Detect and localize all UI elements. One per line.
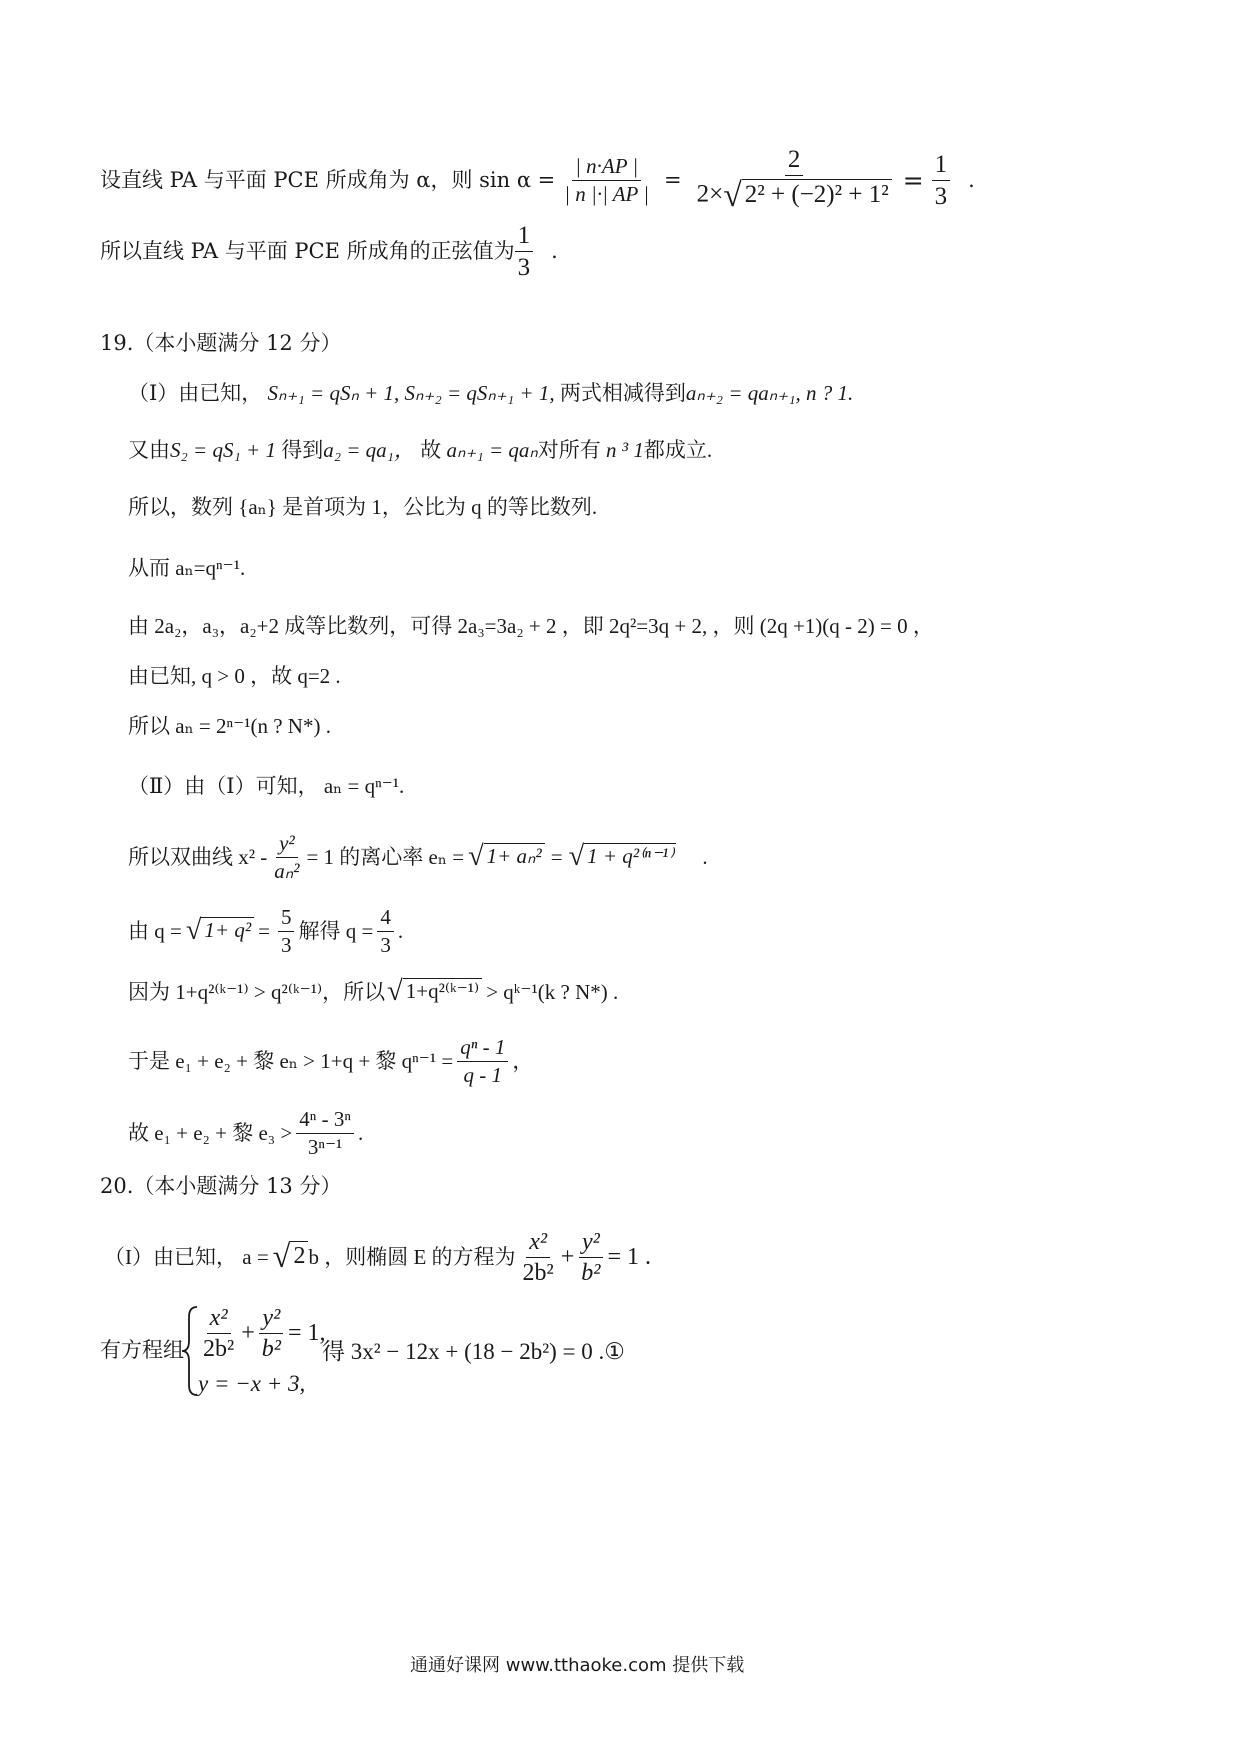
q19-line-4: 从而 aₙ=qⁿ⁻¹. bbox=[128, 556, 246, 580]
fraction: $\frac{4}{3}$ bbox=[377, 907, 394, 956]
line-sine-value: 所以直线 PA 与平面 PCE 所成角的正弦值为 $\frac{1}{3}$ . bbox=[100, 221, 558, 281]
fraction: $\frac{| n\cdot AP |}{| n |\cdot| AP |}$ bbox=[564, 153, 650, 206]
sqrt: √ 1 + q²⁽ⁿ⁻¹⁾ bbox=[569, 843, 677, 871]
footer-text: 通通好课网 www.tthaoke.com 提供下载 bbox=[410, 1655, 745, 1676]
q19-line-5: 由 2a₂，a₃，a₂+2 成等比数列，可得 2a₃=3a₂ + 2 ，即 2q²=3q + 2, ，则 (2q +1)(q - 2) = 0 ， bbox=[128, 614, 934, 638]
q20-system-label: 有方程组 bbox=[100, 1338, 184, 1362]
q19-line-12: 于是 e₁ + e₂ + 黎 eₙ > 1+q + 黎 qⁿ⁻¹ = $\frac{\text{qⁿ - 1}}{q - 1}$ ， bbox=[128, 1034, 534, 1087]
sqrt: √ 2² + (−2)² + 1² bbox=[723, 179, 891, 213]
fraction: $\frac{\text{y²}}{\text{b²}}$ bbox=[578, 1230, 603, 1285]
q20-system-result: 得 3x² − 12x + (18 − 2b²) = 0 .① bbox=[322, 1339, 625, 1364]
q19-line-7: 所以 aₙ = 2ⁿ⁻¹(n ? N*) . bbox=[128, 714, 331, 738]
sqrt: √ 2 bbox=[273, 1241, 309, 1273]
fraction: $\frac{\text{y²}}{\text{b²}}$ bbox=[259, 1306, 284, 1361]
q19-line-3: 所以，数列 {aₙ} 是首项为 1，公比为 q 的等比数列. bbox=[128, 495, 598, 519]
question-19-title: 19.（本小题满分 12 分） bbox=[100, 331, 342, 355]
q19-line-11: 因为 1+q²⁽ᵏ⁻¹⁾ > q²⁽ᵏ⁻¹⁾，所以 √ 1+q²⁽ᵏ⁻¹⁾ > qᵏ⁻¹(k ? N*) . bbox=[128, 975, 619, 1007]
fraction: $\frac{1}{3}$ bbox=[932, 152, 951, 209]
fraction: $\frac{\text{qⁿ - 1}}{q - 1}$ bbox=[457, 1037, 508, 1086]
fraction: 2 2× √ 2² + (−2)² + 1² bbox=[694, 147, 895, 213]
q19-line-1: （Ⅰ）由已知， Sₙ₊₁ = qSₙ + 1, Sₙ₊₂ = qSₙ₊₁ + 1, 两式相减得到aₙ₊₂ = qaₙ₊₁, n ? 1. bbox=[128, 381, 854, 405]
q19-line-6: 由已知, q > 0 ，故 q=2 . bbox=[128, 664, 341, 688]
q19-line-10: 由 q = √ 1+ q² = $\frac{5}{3}$ 解得 q = $\frac{4}{3}$ . bbox=[128, 904, 404, 957]
fraction: $\frac{\text{y²}}{\text{aₙ²}}$ bbox=[274, 830, 300, 883]
fraction: $\frac{\text{x²}}{\text{2b²}}$ bbox=[203, 1304, 235, 1362]
fraction: $\frac{1}{3}$ bbox=[515, 223, 534, 280]
q19-line-9: 所以双曲线 x² - $\frac{\text{y²}}{\text{aₙ²}}$ = 1 的离心率 eₙ = √ 1+ aₙ² = √ 1 + q²⁽ⁿ⁻¹⁾ . bbox=[128, 830, 708, 883]
q20-line-1: （I）由已知， a = √ 2 b ，则椭圆 E 的方程为 $\frac{\text{x²}}{\text{2b²}}$ + $\frac{\text{y²}}{\text{b²}}$ = 1 . bbox=[104, 1228, 652, 1286]
fraction: $\frac{\text{x²}}{\text{2b²}}$ bbox=[522, 1228, 554, 1286]
line-sin-alpha: 设直线 PA 与平面 PCE 所成角为 α，则 sin α = $\frac{| n\cdot AP |}{| n |\cdot| AP |}$ = 2 2× √ 2² + (−2)² + 1² = $\frac{1}{3}$ . bbox=[100, 146, 975, 215]
text: 设直线 PA 与平面 PCE 所成角为 α，则 sin α = bbox=[100, 167, 556, 192]
q20-system-eq1: $\frac{\text{x²}}{\text{2b²}}$ + $\frac{\text{y²}}{\text{b²}}$ = 1, bbox=[196, 1306, 326, 1360]
fraction: $\frac{\text{4ⁿ - 3ⁿ}}{\text{3ⁿ⁻¹}}$ bbox=[296, 1109, 354, 1158]
sqrt: √ 1+ q² bbox=[186, 917, 254, 945]
sqrt: √ 1+ aₙ² bbox=[468, 843, 545, 871]
q19-line-13: 故 e₁ + e₂ + 黎 e₃ > $\frac{\text{4ⁿ - 3ⁿ}}{\text{3ⁿ⁻¹}}$ . bbox=[128, 1106, 364, 1159]
fraction: $\frac{5}{3}$ bbox=[278, 907, 295, 956]
question-20-title: 20.（本小题满分 13 分） bbox=[100, 1174, 342, 1198]
sqrt: √ 1+q²⁽ᵏ⁻¹⁾ bbox=[387, 978, 482, 1006]
q19-line-2: 又由S₂ = qS₁ + 1 得到a₂ = qa₁， 故 aₙ₊₁ = qaₙ对所有 n ³ 1都成立. bbox=[128, 438, 713, 462]
q19-line-8: （Ⅱ）由（Ⅰ）可知， aₙ = qⁿ⁻¹. bbox=[128, 774, 405, 798]
q20-system-eq2: y = −x + 3, bbox=[198, 1371, 306, 1396]
